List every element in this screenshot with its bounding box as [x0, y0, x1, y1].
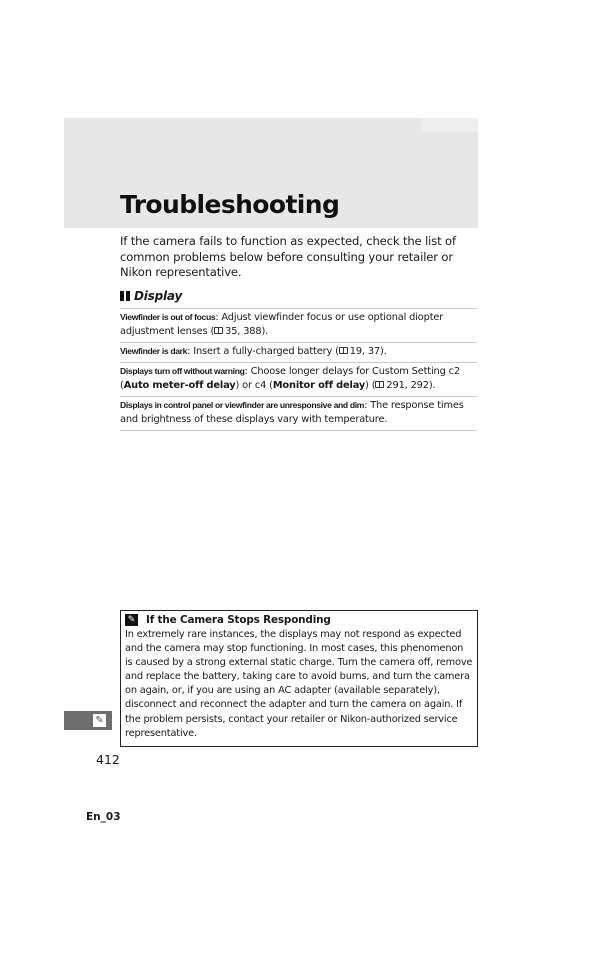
- item-ref[interactable]: 19, 37: [349, 346, 381, 357]
- item-text: : The response times and brightness of these displays vary with temperature.: [120, 400, 464, 425]
- item-text: : Insert a fully-charged battery (: [187, 346, 339, 357]
- page-title: Troubleshooting: [120, 190, 340, 219]
- page-number: 412: [96, 752, 120, 767]
- list-item: [120, 309, 477, 343]
- section-marker-icon: [120, 291, 130, 301]
- item-text: ) (: [365, 380, 376, 391]
- item-term: Displays turn off without warning: [120, 366, 245, 376]
- item-term: Viewfinder is dark: [120, 346, 188, 356]
- section-heading-label: Display: [134, 289, 183, 303]
- notes-tab-icon: ✎: [93, 714, 106, 727]
- item-end: ).: [380, 346, 387, 357]
- item-term: Displays in control panel or viewfinder are unresponsive and dim: [120, 400, 365, 410]
- item-ref[interactable]: 35, 388: [225, 326, 262, 337]
- page-ref-icon: [375, 381, 384, 388]
- item-ref[interactable]: 291, 292: [386, 380, 429, 391]
- intro-paragraph: If the camera fails to function as expected, check the list of common problems below before consulting your retailer or Nikon representative.: [120, 234, 456, 280]
- note-title: [125, 614, 473, 626]
- item-term: Viewfinder is out of focus: [120, 312, 216, 322]
- item-text: : Adjust viewfinder focus or use optional diopter adjustment lenses (: [120, 312, 444, 337]
- note-body: In extremely rare instances, the displays may not respond as expected and the camera may stop functioning. In most cases, this phenomenon is caused by a strong external static charge. Turn the camera off, remove and replace the battery, taking care to avoid burns, and turn the camera on again, or, if you are using an AC adapter (available separately), disconnect and reconnect the adapter and turn the camera on again. If the problem persists, contact your retailer or Nikon-authorized service representative.: [125, 629, 473, 739]
- list-item: [120, 397, 477, 431]
- list-item: [120, 363, 477, 397]
- footer-code: En_03: [86, 811, 121, 823]
- page-ref-icon: [214, 327, 223, 334]
- item-text: ) or c4 (: [235, 380, 273, 391]
- list-item: [120, 343, 477, 363]
- note-icon: ✎: [125, 614, 138, 626]
- chapter-side-tab[interactable]: [64, 711, 112, 730]
- note-box: [120, 610, 478, 747]
- item-setting-name: Monitor off delay: [272, 380, 366, 391]
- item-end: ).: [428, 380, 436, 391]
- section-heading: [120, 289, 182, 303]
- item-text: : Choose longer delays for Custom Setting c2 (: [120, 366, 460, 391]
- note-title-label: If the Camera Stops Responding: [146, 614, 331, 626]
- problem-list: [120, 308, 477, 431]
- page-ref-icon: [339, 347, 348, 354]
- item-setting-name: Auto meter-off delay: [123, 380, 236, 391]
- item-end: ).: [261, 326, 269, 337]
